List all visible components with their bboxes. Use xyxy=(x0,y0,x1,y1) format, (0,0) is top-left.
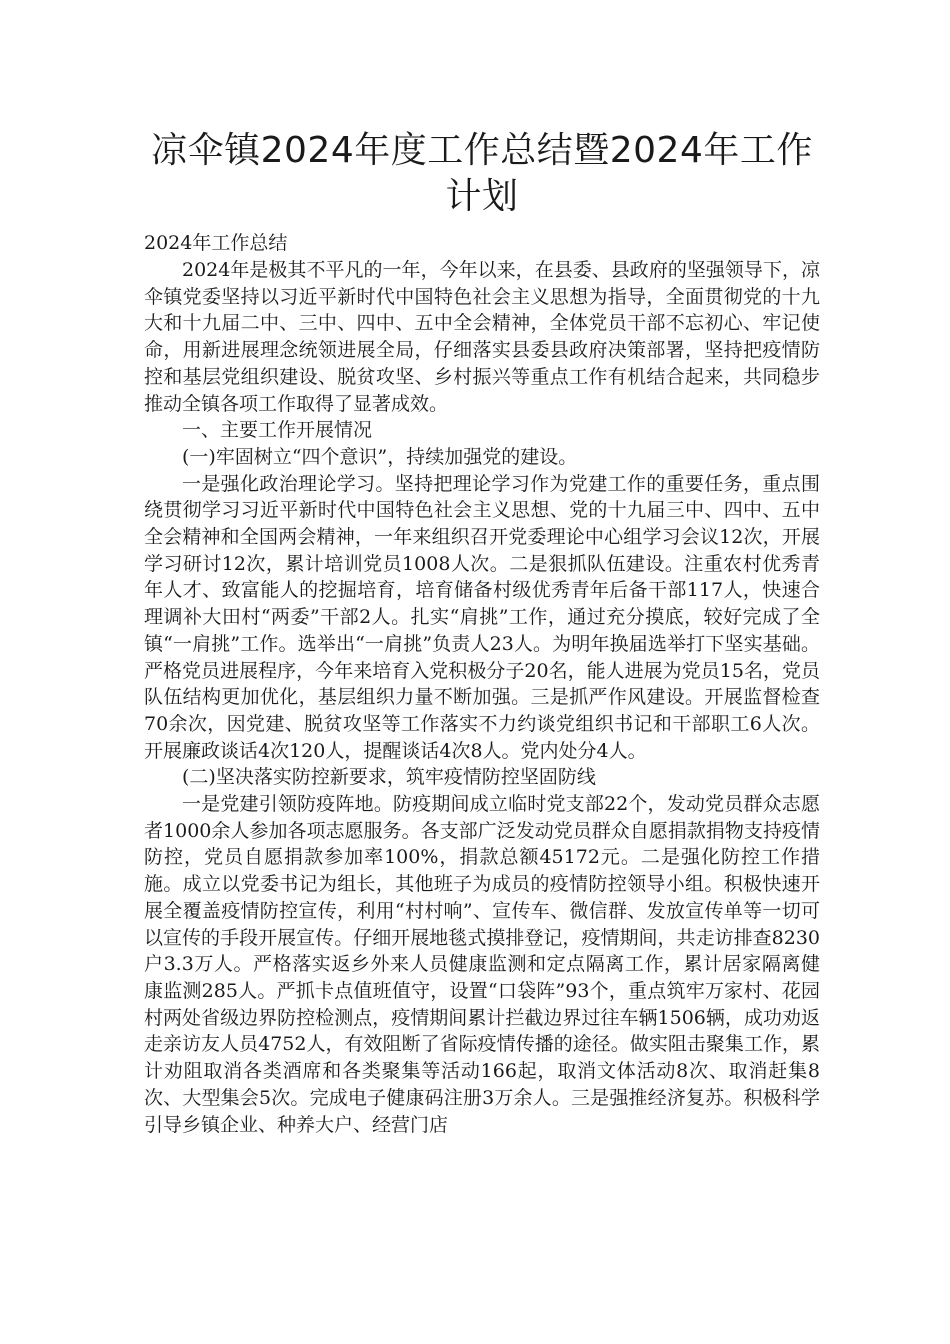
document-title: 凉伞镇2024年度工作总结暨2024年工作计划 xyxy=(151,130,813,217)
section-heading-main-work: 一、主要工作开展情况 xyxy=(182,419,373,442)
paragraph-party-building: 一是强化政治理论学习。坚持把理论学习作为党建工作的重要任务，重点围绕贯彻学习习近平新时代中国特色社会主义思想、党的十九届三中、四中、五中全会精神和全国两会精神，一年来组织召开党委理论中心组学习会议12次，开展学习研讨12次，累计培训党员1008人次。二是狠抓队伍建设。注重农村优秀青年人才、致富能人的挖掘培育，培育储备村级优秀青年后备干部117人，快速合理调补大田村“两委”干部2人。扎实“肩挑”工作，通过充分摸底，较好完成了全镇“一肩挑”工作。选举出“一肩挑”负责人23人。为明年换届选举打下坚实基础。严格党员进展程序，今年来培育入党积极分子20名，能人进展为党员15名，党员队伍结构更加优化，基层组织力量不断加强。三是抓严作风建设。开展监督检查70余次，因党建、脱贫攻坚等工作落实不力约谈党组织书记和干部职工6人次。开展廉政谈话4次120人，提醒谈话4次8人。党内处分4人。 xyxy=(144,472,820,762)
section-subtitle: 2024年工作总结 xyxy=(144,232,288,254)
paragraph-epidemic-control: 一是党建引领防疫阵地。防疫期间成立临时党支部22个，发动党员群众志愿者1000余人参加各项志愿服务。各支部广泛发动党员群众自愿捐款捐物支持疫情防控，党员自愿捐款参加率100%，捐款总额45172元。二是强化防控工作措施。成立以党委书记为组长，其他班子为成员的疫情防控领导小组。积极快速开展全覆盖疫情防控宣传，利用“村村响”、宣传车、微信群、发放宣传单等一切可以宣传的手段开展宣传。仔细开展地毯式摸排登记，疫情期间，共走访排查8230户3.3万人。严格落实返乡外来人员健康监测和定点隔离工作，累计居家隔离健康监测285人。严抓卡点值班值守，设置“口袋阵”93个，重点筑牢万家村、花园村两处省级边界防控检测点，疫情期间累计拦截边界过往车辆1506辆，成功劝返走亲访友人员4752人，有效阻断了省际疫情传播的途径。做实阻击聚集工作，累计劝阻取消各类酒席和各类聚集等活动166起，取消文体活动8次、取消赶集8次、大型集会5次。完成电子健康码注册3万余人。三是强推经济复苏。积极科学引导乡镇企业、种养大户、经营门店 xyxy=(144,793,820,1136)
subsection-heading-party-building: (一)牢固树立“四个意识”，持续加强党的建设。 xyxy=(182,445,578,468)
paragraph-intro: 2024年是极其不平凡的一年，今年以来，在县委、县政府的坚强领导下，凉伞镇党委坚持以习近平新时代中国特色社会主义思想为指导，全面贯彻党的十九大和十九届二中、三中、四中、五中全会精神，全体党员干部不忘初心、牢记使命，用新进展理念统领进展全局，仔细落实县委县政府决策部署，坚持把疫情防控和基层党组织建设、脱贫攻坚、乡村振兴等重点工作有机结合起来，共同稳步推动全镇各项工作取得了显著成效。 xyxy=(144,259,820,415)
subsection-heading-epidemic-control: (二)坚决落实防控新要求，筑牢疫情防控坚固防线 xyxy=(182,766,596,789)
document-page xyxy=(144,128,820,1138)
